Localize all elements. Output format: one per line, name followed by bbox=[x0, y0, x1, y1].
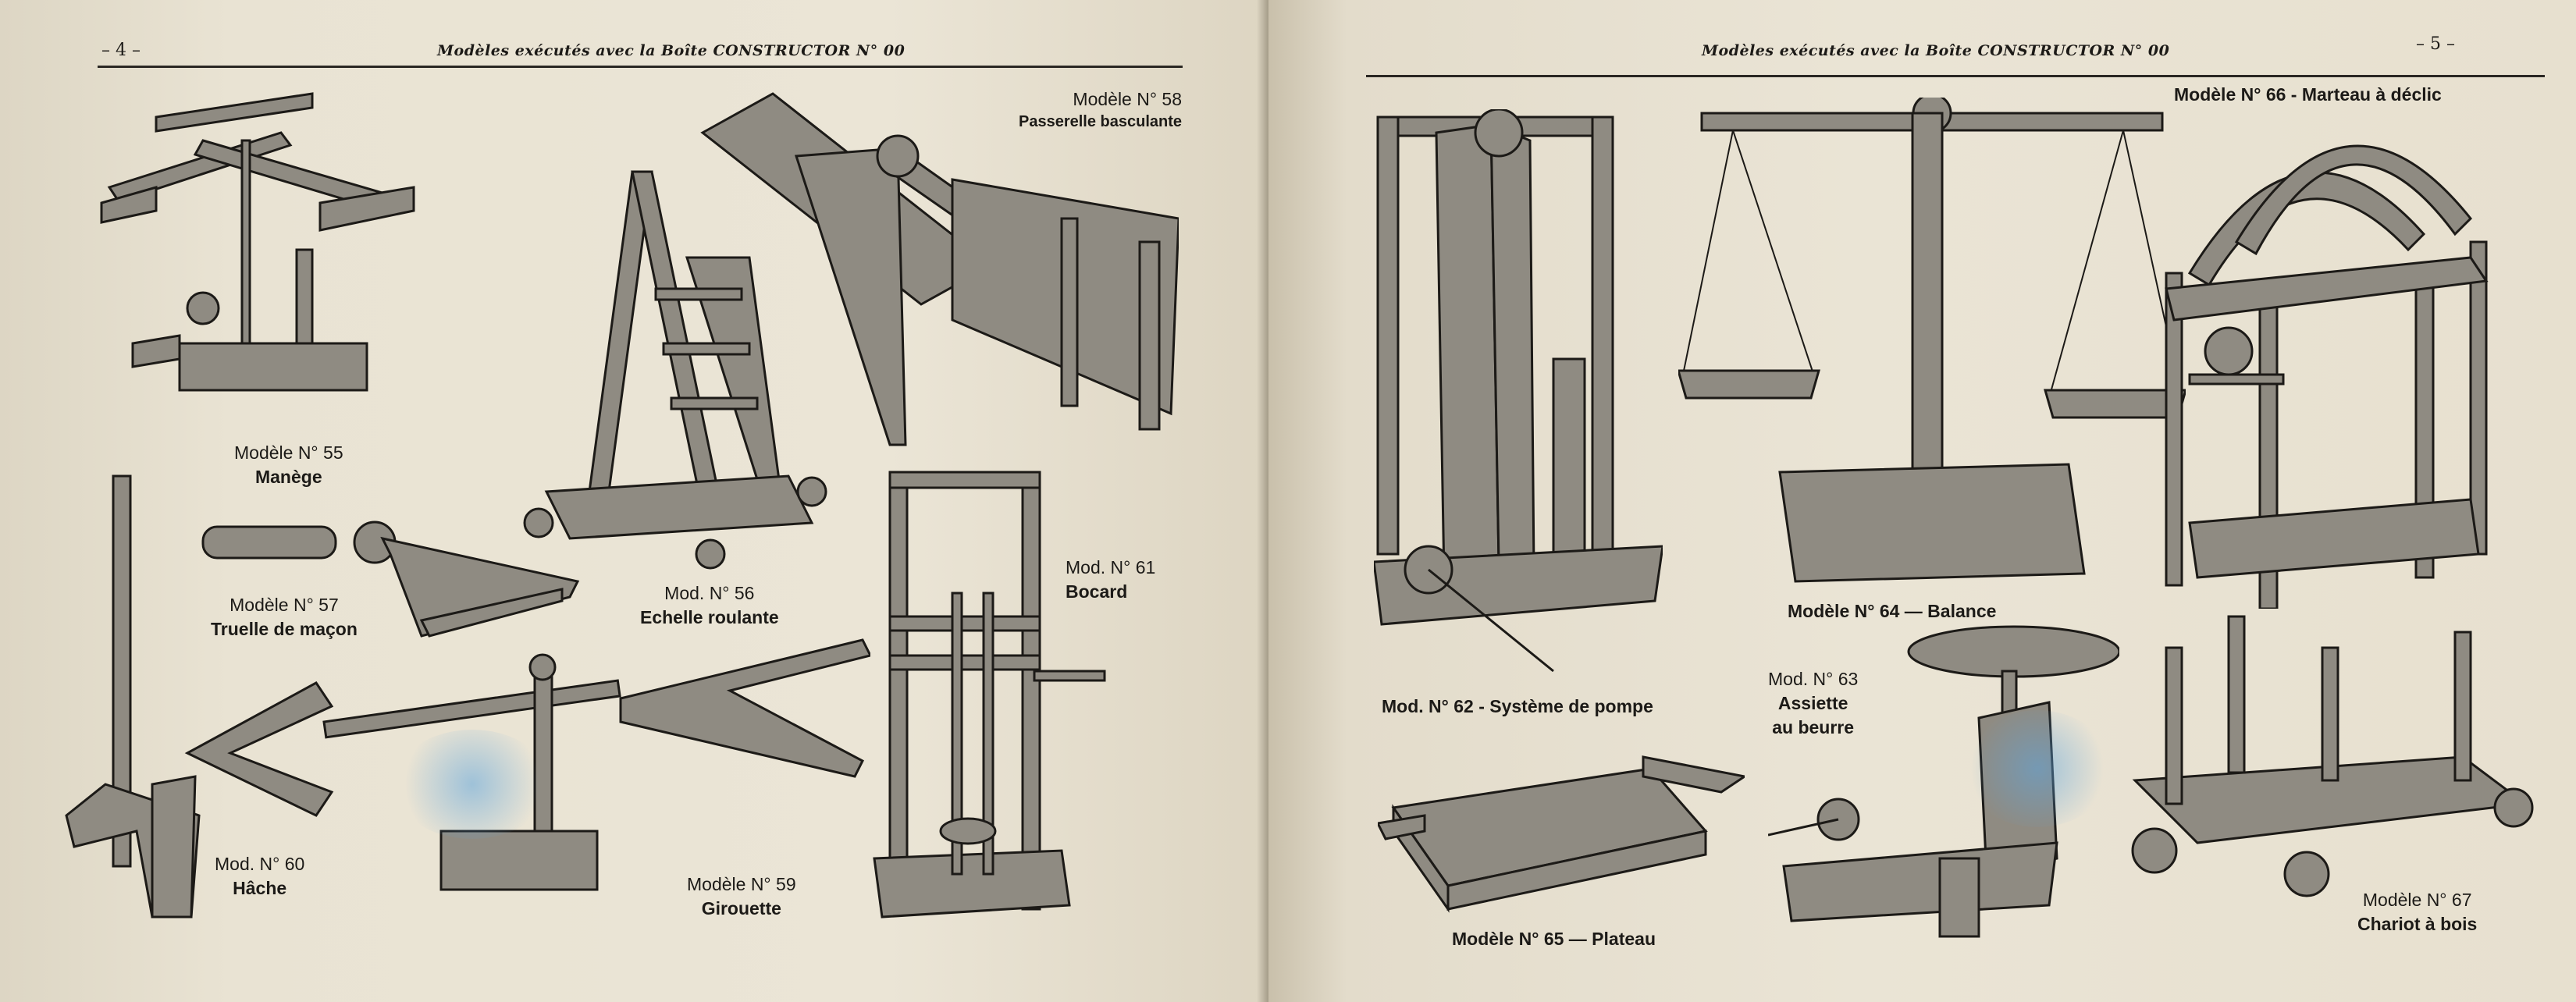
model-62-caption bbox=[1382, 695, 1653, 719]
blue-stain bbox=[1963, 710, 2112, 827]
model-63-title-line1: Assiette bbox=[1777, 693, 1848, 714]
model-55-caption bbox=[234, 441, 343, 489]
model-58-illustration bbox=[695, 86, 1179, 492]
page-number: – 5 – bbox=[2416, 34, 2455, 54]
model-56-caption bbox=[640, 581, 779, 630]
model-63-number: Mod. N° 63 bbox=[1768, 669, 1859, 689]
model-55-title: Manège bbox=[254, 467, 322, 488]
model-65-illustration bbox=[1378, 745, 1745, 925]
model-64-caption bbox=[1788, 599, 1996, 624]
model-66-title: Modèle N° 66 - Marteau à déclic bbox=[2174, 84, 2442, 105]
model-55-number: Modèle N° 55 bbox=[234, 442, 343, 463]
model-61-title: Bocard bbox=[1066, 581, 1128, 602]
model-57-title: Truelle de maçon bbox=[211, 619, 358, 640]
model-66-caption bbox=[2174, 83, 2442, 107]
model-55-illustration bbox=[86, 86, 429, 414]
model-66-illustration bbox=[2143, 117, 2549, 609]
model-56-number: Mod. N° 56 bbox=[664, 583, 755, 603]
left-page bbox=[0, 0, 1268, 1002]
header-rule bbox=[1366, 75, 2545, 77]
right-page bbox=[1268, 0, 2576, 1002]
model-58-caption bbox=[1019, 87, 1182, 133]
model-59-title: Girouette bbox=[701, 898, 781, 919]
model-57-number: Modèle N° 57 bbox=[229, 595, 339, 615]
model-62-title: Mod. N° 62 - Système de pompe bbox=[1382, 696, 1653, 716]
blue-stain bbox=[394, 730, 550, 839]
model-63-caption bbox=[1768, 667, 1858, 740]
model-59-caption bbox=[687, 872, 796, 921]
model-64-illustration bbox=[1678, 98, 2186, 597]
model-58-title: Passerelle basculante bbox=[1019, 113, 1183, 131]
page-header: Modèles exécutés avec la Boîte CONSTRUCTOR N° 00 bbox=[437, 42, 906, 59]
model-56-title: Echelle roulante bbox=[640, 607, 779, 628]
model-60-number: Mod. N° 60 bbox=[215, 854, 305, 874]
header-rule bbox=[98, 66, 1183, 68]
model-61-illustration bbox=[866, 468, 1132, 936]
model-62-illustration bbox=[1374, 109, 1663, 687]
model-61-number: Mod. N° 61 bbox=[1066, 557, 1156, 577]
model-67-number: Modèle N° 67 bbox=[2362, 890, 2472, 910]
page-number: – 4 – bbox=[101, 41, 141, 60]
model-58-number: Modèle N° 58 bbox=[1073, 89, 1183, 109]
model-63-title-line2: au beurre bbox=[1772, 717, 1855, 738]
model-67-illustration bbox=[2119, 601, 2541, 913]
model-59-number: Modèle N° 59 bbox=[687, 874, 796, 894]
page-header: Modèles exécutés avec la Boîte CONSTRUCTOR N° 00 bbox=[1702, 42, 2170, 59]
model-57-caption bbox=[211, 593, 358, 641]
model-61-caption bbox=[1066, 556, 1155, 604]
model-64-title: Modèle N° 64 — Balance bbox=[1788, 601, 1997, 621]
model-67-caption bbox=[2357, 888, 2477, 936]
model-67-title: Chariot à bois bbox=[2357, 914, 2478, 935]
model-65-caption bbox=[1452, 927, 1656, 951]
model-60-title: Hâche bbox=[233, 878, 287, 899]
model-65-title: Modèle N° 65 — Plateau bbox=[1452, 929, 1656, 949]
